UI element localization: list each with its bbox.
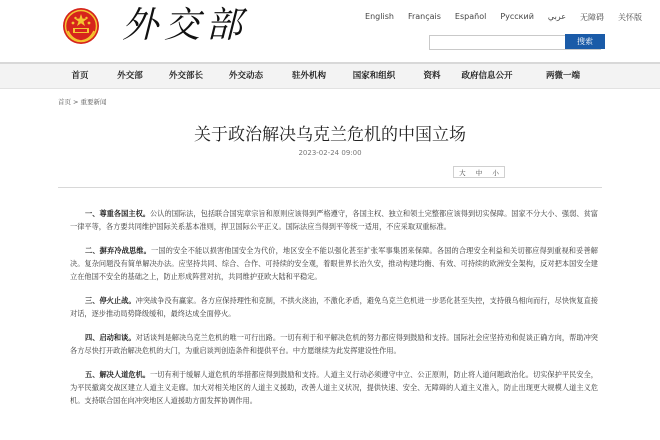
nav-item-countries-organizations[interactable]: 国家和组织 — [352, 71, 396, 81]
bottom-fade — [0, 425, 660, 440]
article-title: 关于政治解决乌克兰危机的中国立场 — [194, 125, 466, 145]
paragraph-text: 对话谈判是解决乌克兰危机的唯一可行出路。一切有利于和平解决危机的努力都应得到鼓励和支持。国际社会应坚持劝和促谈正确方向，帮助冲突各方尽快打开政治解决危机的大门，为重启谈判创造条件和提供平台。中方愿继续为此发挥建设性作用。 — [70, 332, 598, 356]
language-bar — [351, 12, 642, 23]
article-paragraph — [70, 294, 598, 320]
font-size-medium-button[interactable]: 中 — [475, 168, 483, 177]
national-emblem-icon[interactable] — [62, 7, 100, 45]
article-paragraph — [70, 331, 598, 357]
breadcrumb-home-link[interactable]: 首页 — [58, 98, 71, 106]
nav-item-social-media[interactable]: 两微一端 — [545, 71, 581, 81]
font-size-large-button[interactable]: 大 — [459, 168, 466, 177]
nav-item-missions-abroad[interactable]: 驻外机构 — [291, 71, 327, 81]
paragraph-heading: 四、启动和谈。 — [85, 332, 136, 342]
lang-spanish-link[interactable]: Español — [454, 12, 487, 21]
nav-item-home[interactable]: 首页 — [71, 71, 89, 81]
nav-item-government-info[interactable]: 政府信息公开 — [461, 71, 513, 81]
paragraph-heading: 一、尊重各国主权。 — [85, 209, 151, 218]
care-mode-link[interactable]: 关怀版 — [618, 13, 642, 22]
article-date: 2023-02-24 09:00 — [298, 149, 362, 157]
paragraph-text: 一切有利于缓解人道危机的举措都应得到鼓励和支持。人道主义行动必须遵守中立、公正原则，防止将人道问题政治化。切实保护平民安全，为平民撤离交战区建立人道主义走廊。加大对相关地区的人道主义援助，改善人道主义状况，提供快速、安全、无障碍的人道主义准入，防止出现更大规模人道主义危机。支持联合国在向冲突地区人道援助方面发挥协调作用。 — [70, 369, 598, 406]
article-paragraph — [70, 368, 598, 408]
article-paragraph — [70, 207, 598, 233]
main-nav — [0, 62, 660, 89]
lang-arabic-link[interactable]: عربي — [547, 12, 566, 21]
content-divider — [58, 187, 602, 188]
nav-item-diplomatic-news[interactable]: 外交动态 — [228, 71, 264, 81]
article-paragraph — [70, 244, 598, 284]
lang-english-link[interactable]: English — [365, 12, 394, 21]
nav-item-minister[interactable]: 外交部长 — [168, 71, 204, 81]
font-size-control — [453, 166, 505, 178]
breadcrumb-separator: > — [73, 98, 79, 106]
site-logo[interactable]: 外交部 — [122, 5, 249, 46]
paragraph-text: 冲突战争没有赢家。各方应保持理性和克制，不拱火浇油，不激化矛盾，避免乌克兰危机进一步恶化甚至失控，支持俄乌相向而行，尽快恢复直接对话，逐步推动局势降级缓和，最终达成全面停火。 — [70, 296, 598, 319]
search-button[interactable]: 搜索 — [565, 34, 605, 49]
article-body — [70, 207, 598, 418]
font-size-small-button[interactable]: 小 — [492, 168, 499, 177]
breadcrumb — [58, 97, 106, 106]
nav-item-materials[interactable]: 资料 — [423, 71, 441, 81]
site-header — [0, 0, 660, 62]
breadcrumb-news-link[interactable]: 重要新闻 — [80, 98, 107, 106]
paragraph-heading: 五、解决人道危机。 — [85, 369, 151, 379]
paragraph-heading: 二、摒弃冷战思维。 — [85, 245, 151, 255]
paragraph-text: 一国的安全不能以损害他国安全为代价，地区安全不能以强化甚至扩张军事集团来保障。各国的合理安全利益和关切都应得到重视和妥善解决。复杂问题没有简单解决办法。应坚持共同、综合、合作、可持续的安全观，着眼世界长治久安，推动构建均衡、有效、可持续的欧洲安全架构，反对把本国安全建立在他国不安全的基础之上，防止形成阵营对抗，共同维护亚欧大陆和平稳定。 — [70, 245, 598, 282]
paragraph-heading: 三、停火止战。 — [85, 296, 136, 306]
nav-item-ministry[interactable]: 外交部 — [117, 71, 143, 81]
accessibility-link[interactable]: 无障碍 — [580, 13, 604, 22]
lang-russian-link[interactable]: Русский — [500, 12, 534, 21]
lang-french-link[interactable]: Français — [407, 12, 441, 21]
paragraph-text: 公认的国际法，包括联合国宪章宗旨和原则应该得到严格遵守，各国主权、独立和领土完整都应该得到切实保障。国家不分大小、强弱、贫富一律平等，各方要共同维护国际关系基本准则，捍卫国际公平正义。国际法应当得到平等统一适用，不应采取双重标准。 — [70, 209, 598, 232]
